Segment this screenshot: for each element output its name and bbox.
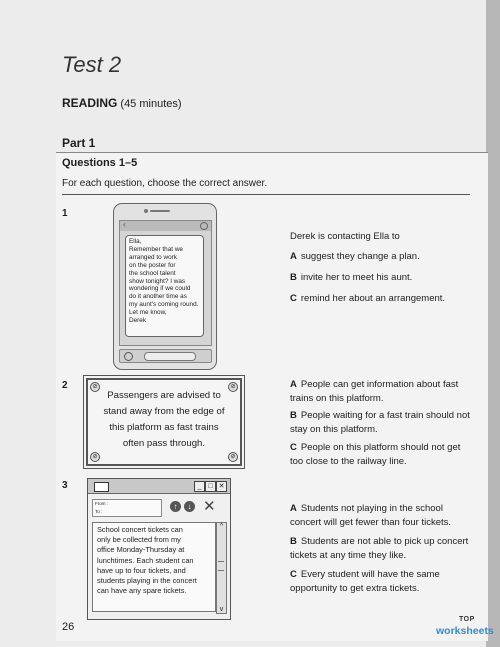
email-line: office Monday-Thursday at <box>97 545 185 555</box>
logo-top-text: TOP <box>459 616 475 623</box>
notice-text <box>88 388 240 452</box>
question-1-stem: Derek is contacting Ella to <box>290 231 400 242</box>
option-letter: C <box>290 293 297 304</box>
email-line: only be collected from my <box>97 535 181 545</box>
home-button-icon <box>124 352 133 361</box>
notice-line: this platform as fast trains <box>109 422 219 433</box>
option-text: Students are not able to pick up concert tickets at any time they like. <box>290 536 469 561</box>
camera-dot <box>144 209 148 213</box>
option-letter: B <box>290 410 297 421</box>
option-letter: A <box>290 503 297 514</box>
close-icon: ✕ <box>216 481 227 492</box>
q3-option-b[interactable] <box>290 535 475 563</box>
scroll-down-icon: v <box>219 606 224 613</box>
page-edge <box>486 0 500 647</box>
email-header-fields <box>92 499 162 517</box>
maximize-icon: □ <box>205 481 216 492</box>
logo-wordmark: worksheets <box>436 625 494 637</box>
to-field: To : <box>95 508 103 514</box>
section-duration: (45 minutes) <box>120 98 182 110</box>
message-line: my aunt's coming round. <box>129 301 199 309</box>
q3-option-a[interactable] <box>290 502 475 530</box>
scroll-thumb <box>218 561 224 571</box>
option-text: Every student will have the same opportunity to get extra tickets. <box>290 569 440 594</box>
phone-screen <box>119 220 212 346</box>
email-window <box>87 478 231 620</box>
platform-notice <box>86 378 242 466</box>
option-text: invite her to meet his aunt. <box>300 272 413 283</box>
reply-field <box>144 352 196 361</box>
email-line: lunchtimes. Each student can <box>97 555 194 565</box>
envelope-icon <box>94 482 109 492</box>
contact-icon <box>200 222 208 230</box>
question-number-2: 2 <box>62 380 68 391</box>
test-title: Test 2 <box>62 52 122 77</box>
part-heading: Part 1 <box>62 136 96 150</box>
email-line: students playing in the concert <box>97 576 197 586</box>
section-heading <box>62 96 182 110</box>
screw-icon: ⊘ <box>90 452 100 462</box>
q1-option-c[interactable] <box>290 292 475 306</box>
questions-heading: Questions 1–5 <box>62 157 138 169</box>
scroll-up-icon: ^ <box>219 523 224 530</box>
minimize-icon: _ <box>194 481 205 492</box>
instructions: For each question, choose the correct answer. <box>62 178 268 189</box>
q2-option-c[interactable] <box>290 441 475 469</box>
option-letter: A <box>290 379 297 390</box>
option-letter: B <box>290 272 297 283</box>
speaker-slot <box>150 210 170 212</box>
message-line: Ella, <box>129 238 142 245</box>
option-text: People on this platform should not get too close to the railway line. <box>290 442 461 467</box>
notice-line: often pass through. <box>122 438 206 449</box>
screen-topbar <box>120 221 211 231</box>
q1-option-b[interactable] <box>290 271 475 285</box>
message-line: Remember that we <box>129 245 183 253</box>
screw-icon: ⊘ <box>228 382 238 392</box>
compose-bar <box>119 349 212 363</box>
email-line: School concert tickets can <box>97 525 183 534</box>
from-field: From : <box>95 501 108 506</box>
message-line: do it another time as <box>129 293 187 301</box>
section-name: READING <box>62 96 118 110</box>
back-arrow-icon: ‹ <box>123 220 126 229</box>
message-line: Let me know, <box>129 309 167 317</box>
question-number-1: 1 <box>62 208 68 219</box>
message-line: wondering if we could <box>129 285 191 293</box>
message-line: show tonight? I was <box>129 277 186 285</box>
email-body <box>92 522 216 612</box>
notice-line: stand away from the edge of <box>103 406 225 417</box>
text-message <box>125 235 204 337</box>
option-text: People waiting for a fast train should not stay on this platform. <box>290 410 470 435</box>
page-number: 26 <box>62 621 75 633</box>
q2-option-b[interactable] <box>290 409 475 437</box>
screw-icon: ⊘ <box>228 452 238 462</box>
option-text: remind her about an arrangement. <box>300 293 446 304</box>
phone-illustration <box>113 203 217 370</box>
screw-icon: ⊘ <box>90 382 100 392</box>
option-letter: C <box>290 569 297 580</box>
email-scrollbar <box>216 522 227 614</box>
message-line: the school talent <box>129 269 176 277</box>
option-letter: C <box>290 442 297 453</box>
notice-line: Passengers are advised to <box>107 390 221 401</box>
option-letter: B <box>290 536 297 547</box>
message-line: arranged to work <box>129 253 177 261</box>
option-text: People can get information about fast trains on this platform. <box>290 379 459 404</box>
message-line: Derek <box>129 317 147 325</box>
email-line: have up to four tickets, and <box>97 565 186 575</box>
down-arrow-icon: ↓ <box>184 501 195 512</box>
option-text: Students not playing in the school concert will get fewer than four tickets. <box>290 503 452 528</box>
q1-option-a[interactable] <box>290 250 475 264</box>
delete-icon: ✕ <box>203 498 216 515</box>
email-line: can have any spare tickets. <box>97 586 187 596</box>
option-text: suggest they change a plan. <box>300 251 420 262</box>
message-line: on the poster for <box>129 261 176 269</box>
option-letter: A <box>290 251 297 262</box>
divider <box>62 194 470 195</box>
up-arrow-icon: ↑ <box>170 501 181 512</box>
email-titlebar <box>88 479 230 494</box>
q2-option-a[interactable] <box>290 378 475 406</box>
question-number-3: 3 <box>62 480 68 491</box>
q3-option-c[interactable] <box>290 568 475 596</box>
